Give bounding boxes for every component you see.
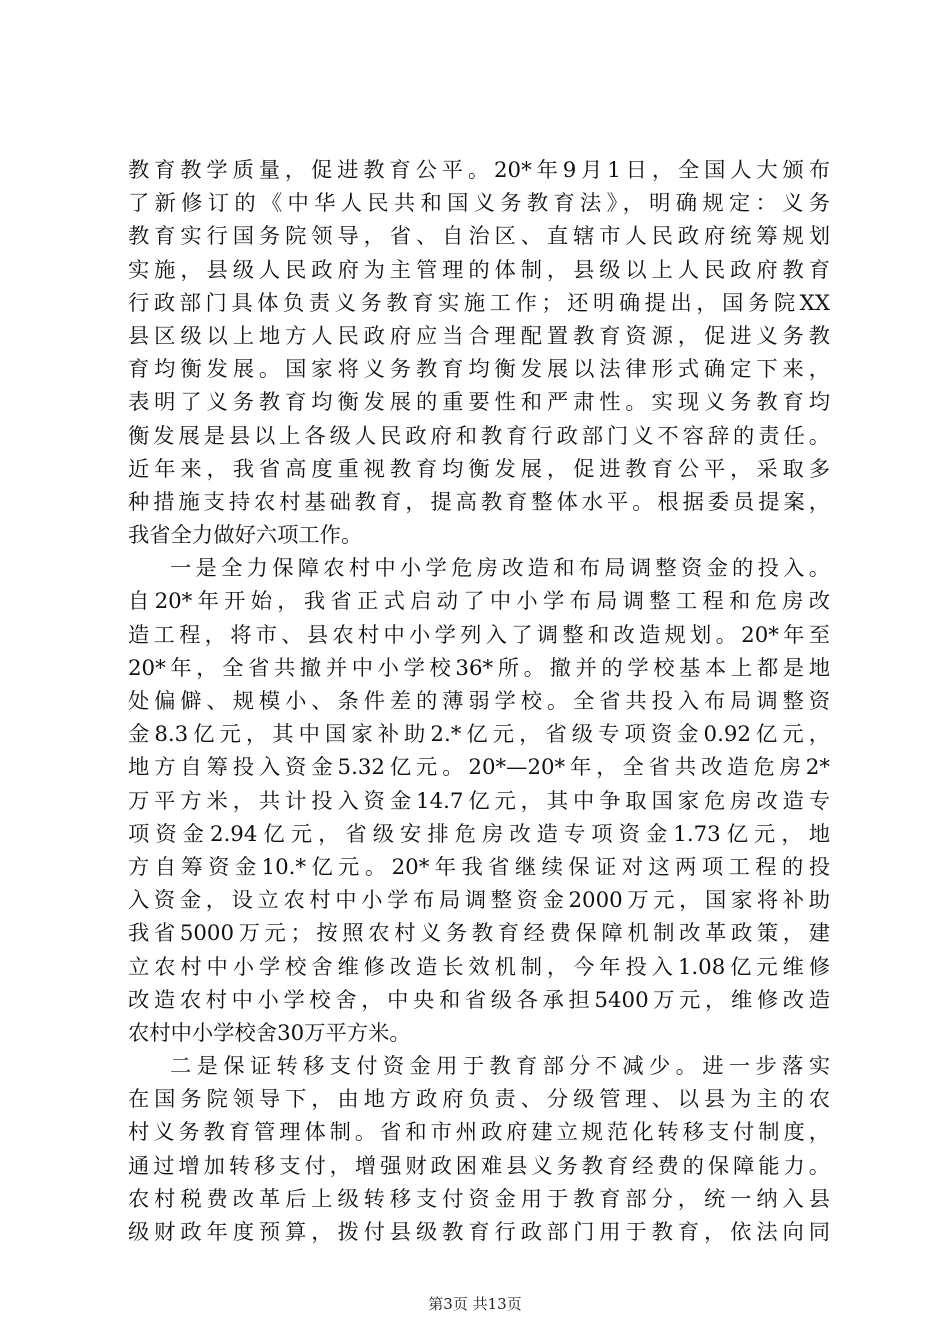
text-line: 通过增加转移支付，增强财政困难县义务教育经费的保障能力。 — [128, 1153, 830, 1179]
text-line: 教育实行国务院领导，省、自治区、直辖市人民政府统筹规划 — [128, 224, 830, 250]
text-line: 衡发展是县以上各级人民政府和教育行政部门义不容辞的责任。 — [128, 423, 830, 449]
paragraph-first-line: 一是全力保障农村中小学危房改造和布局调整资金的投入。 — [170, 556, 830, 582]
text-line: 处偏僻、规模小、条件差的薄弱学校。全省共投入布局调整资 — [128, 689, 830, 714]
text-line: 地方自筹投入资金5.32亿元。20*—20*年，全省共改造危房2* — [128, 755, 830, 781]
text-line: 实施，县级人民政府为主管理的体制，县级以上人民政府教育 — [128, 257, 830, 283]
text-line: 自20*年开始，我省正式启动了中小学布局调整工程和危房改 — [128, 589, 830, 615]
text-line: 种措施支持农村基础教育，提高教育整体水平。根据委员提案， — [128, 489, 830, 515]
text-line: 县区级以上地方人民政府应当合理配置教育资源，促进义务教 — [128, 323, 830, 349]
page-number-footer: 第3页 共13页 — [428, 1295, 522, 1313]
text-line: 在国务院领导下，由地方政府负责、分级管理、以县为主的农 — [128, 1087, 830, 1113]
text-line: 造工程，将市、县农村中小学列入了调整和改造规划。20*年至 — [128, 622, 830, 648]
document-body — [128, 154, 830, 1249]
text-line: 立农村中小学校舍维修改造长效机制，今年投入1.08亿元维修 — [128, 954, 830, 980]
text-line: 入资金，设立农村中小学布局调整资金2000万元，国家将补助 — [128, 888, 830, 914]
text-line: 级财政年度预算，拨付县级教育行政部门用于教育，依法向同 — [128, 1220, 830, 1245]
text-line: 方自筹资金10.*亿元。20*年我省继续保证对这两项工程的投 — [128, 854, 830, 880]
text-line: 项资金2.94亿元，省级安排危房改造专项资金1.73亿元，地 — [128, 821, 830, 847]
text-line: 教育教学质量，促进教育公平。20*年9月1日，全国人大颁布 — [128, 158, 830, 183]
text-line: 表明了义务教育均衡发展的重要性和严肃性。实现义务教育均 — [128, 390, 830, 416]
text-line: 行政部门具体负责义务教育实施工作；还明确提出，国务院XX — [128, 290, 830, 316]
text-line: 近年来，我省高度重视教育均衡发展，促进教育公平，采取多 — [128, 456, 830, 482]
paragraph-end-line: 我省全力做好六项工作。 — [128, 523, 363, 549]
text-line: 金8.3亿元，其中国家补助2.*亿元，省级专项资金0.92亿元， — [128, 722, 830, 748]
text-line: 了新修订的《中华人民共和国义务教育法》，明确规定：义务 — [128, 191, 830, 217]
paragraph-first-line: 二是保证转移支付资金用于教育部分不减少。进一步落实 — [170, 1054, 830, 1080]
text-line: 我省5000万元；按照农村义务教育经费保障机制改革政策，建 — [128, 921, 830, 947]
text-line: 万平方米，共计投入资金14.7亿元，其中争取国家危房改造专 — [128, 788, 830, 814]
text-line: 20*年，全省共撤并中小学校36*所。撤并的学校基本上都是地 — [128, 655, 830, 681]
text-line: 农村税费改革后上级转移支付资金用于教育部分，统一纳入县 — [128, 1186, 830, 1212]
text-line: 村义务教育管理体制。省和市州政府建立规范化转移支付制度， — [128, 1120, 830, 1146]
text-line: 育均衡发展。国家将义务教育均衡发展以法律形式确定下来， — [128, 357, 830, 383]
text-line: 改造农村中小学校舍，中央和省级各承担5400万元，维修改造 — [128, 987, 830, 1013]
paragraph-end-line: 农村中小学校舍30万平方米。 — [128, 1020, 411, 1046]
